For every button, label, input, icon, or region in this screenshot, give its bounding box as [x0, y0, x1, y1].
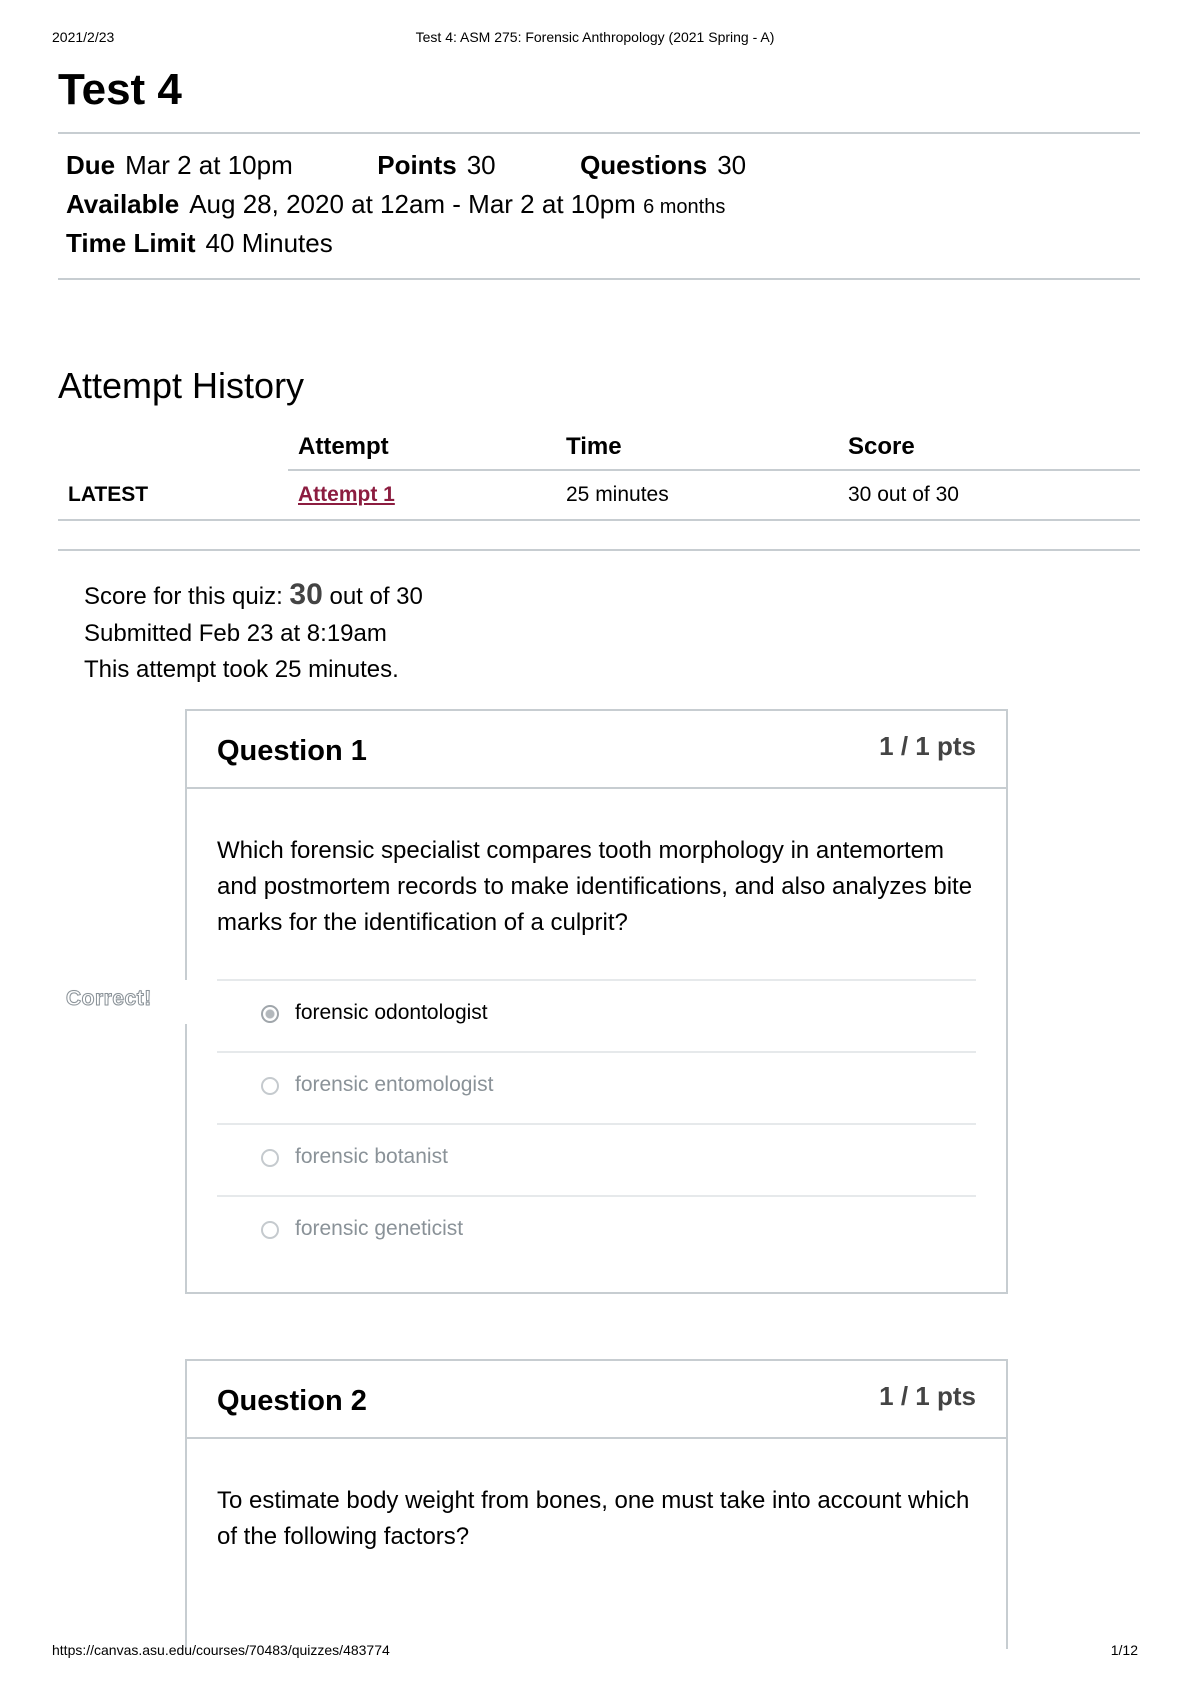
question-1: [185, 709, 1008, 1294]
answer-option[interactable]: [217, 1053, 976, 1125]
print-footer: [52, 1642, 1138, 1662]
divider: [58, 132, 1140, 134]
points-value: 30: [466, 150, 496, 180]
submitted-text: Submitted Feb 23 at 8:19am: [84, 620, 387, 647]
radio-selected-icon[interactable]: [261, 1005, 279, 1023]
answer-text: forensic odontologist: [295, 1001, 488, 1024]
answer-option[interactable]: [217, 1125, 976, 1197]
table-header-row: [58, 425, 1140, 470]
score-summary: [84, 579, 423, 613]
column-header-attempt: Attempt: [288, 425, 556, 470]
question-text: Which forensic specialist compares tooth morphology in antemortem and postmortem records to make identifications, and also analyzes bite marks for the identification of a culprit?: [217, 837, 973, 936]
question-title: Question 2: [217, 1385, 367, 1417]
time-cell: 25 minutes: [556, 470, 838, 520]
time-limit-label: Time Limit: [66, 228, 196, 258]
score-cell: 30 out of 30: [838, 470, 1140, 520]
quiz-meta-row-2: [66, 187, 725, 224]
attempt-history-table: [58, 425, 1140, 521]
question-points: 1 / 1 pts: [879, 731, 976, 761]
question-body: [187, 789, 1006, 1267]
score-label: Score for this quiz:: [84, 583, 283, 610]
points-label: Points: [377, 150, 457, 180]
answer-text: forensic entomologist: [295, 1073, 494, 1096]
latest-tag: LATEST: [58, 470, 288, 520]
radio-icon[interactable]: [261, 1077, 279, 1095]
correct-flag-notch: [178, 980, 188, 1024]
print-page-title: Test 4: ASM 275: Forensic Anthropology (2021 Spring - A): [415, 29, 775, 45]
score-total: out of 30: [329, 583, 423, 610]
available-label: Available: [66, 189, 180, 219]
question-points: 1 / 1 pts: [879, 1381, 976, 1411]
attempt-cell: [288, 470, 556, 520]
questions-label: Questions: [580, 150, 708, 180]
column-header-tag: [58, 425, 288, 470]
due-value: Mar 2 at 10pm: [125, 150, 293, 180]
answer-option[interactable]: [217, 1197, 976, 1267]
available-duration: 6 months: [643, 196, 726, 218]
quiz-meta-row-1: [66, 148, 746, 182]
question-header: [187, 711, 1006, 789]
questions-value: 30: [717, 150, 747, 180]
question-2: [185, 1359, 1008, 1649]
attempt-duration-text: This attempt took 25 minutes.: [84, 656, 399, 683]
answer-text: forensic geneticist: [295, 1217, 464, 1240]
attempt-1-link[interactable]: Attempt 1: [298, 483, 395, 506]
question-text: To estimate body weight from bones, one must take into account which of the following factors?: [217, 1487, 970, 1550]
answer-list: [217, 979, 976, 1267]
answer-option[interactable]: [217, 981, 976, 1053]
column-header-score: Score: [838, 425, 1140, 470]
question-title: Question 1: [217, 735, 367, 767]
due-label: Due: [66, 150, 116, 180]
available-value: Aug 28, 2020 at 12am - Mar 2 at 10pm: [189, 189, 636, 219]
print-url: https://canvas.asu.edu/courses/70483/quizzes/483774: [52, 1642, 390, 1658]
attempt-history-title: Attempt History: [58, 365, 305, 406]
table-row: [58, 470, 1140, 520]
question-header: [187, 1361, 1006, 1439]
score-value: 30: [289, 578, 323, 611]
column-header-time: Time: [556, 425, 838, 470]
print-header: [52, 29, 1138, 49]
radio-icon[interactable]: [261, 1149, 279, 1167]
print-page-number: 1/12: [1110, 1642, 1138, 1658]
divider: [58, 549, 1140, 551]
answer-text: forensic botanist: [295, 1145, 448, 1168]
print-date: 2021/2/23: [52, 29, 115, 45]
time-limit-value: 40 Minutes: [205, 228, 333, 258]
question-body: [187, 1439, 1006, 1593]
page-title: Test 4: [58, 65, 182, 114]
radio-icon[interactable]: [261, 1221, 279, 1239]
quiz-meta-row-3: [66, 226, 333, 260]
correct-answer-flag: Correct!: [66, 987, 152, 1010]
divider: [58, 278, 1140, 280]
